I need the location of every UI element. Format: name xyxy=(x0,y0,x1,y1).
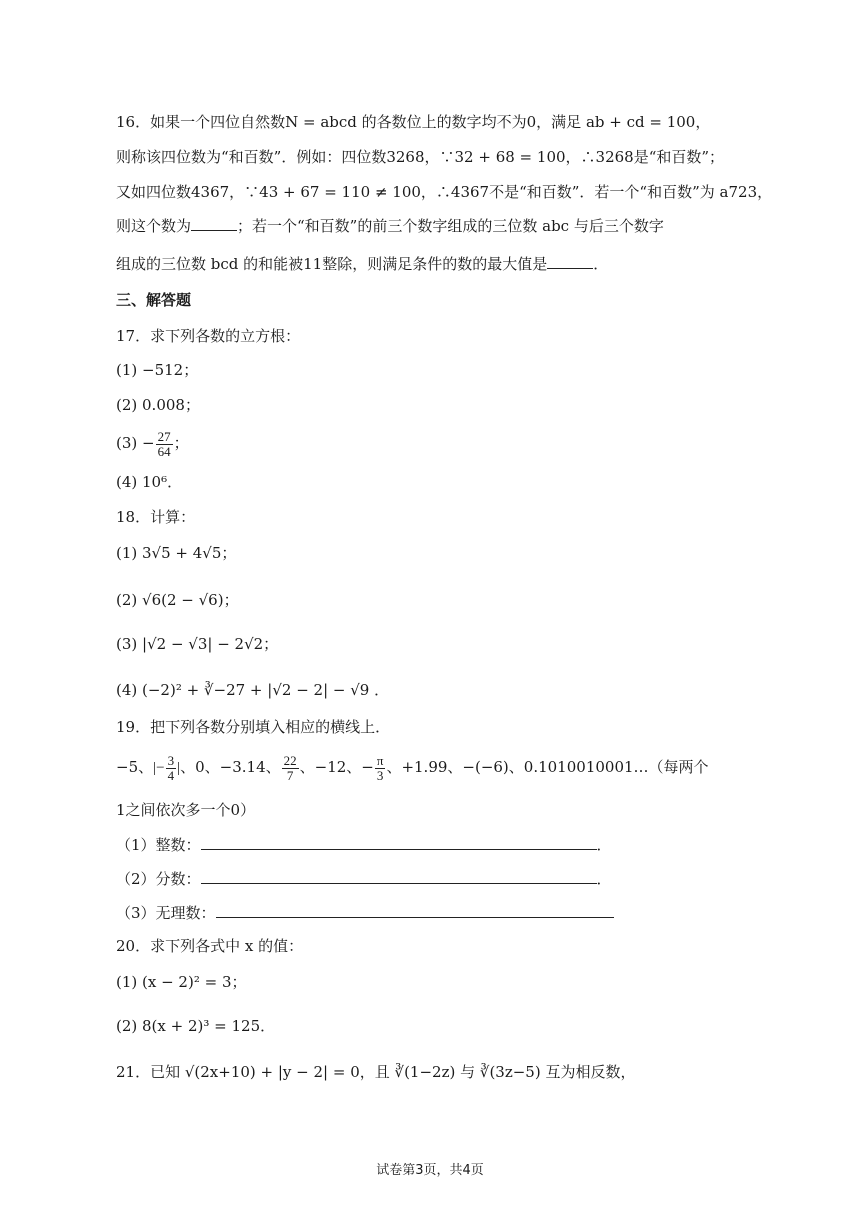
q18-item-3: (3) |√2 − √3| − 2√2； xyxy=(116,635,279,653)
q19-numbers-d: 、+1.99、−(−6)、0.1010010001…（每两个 xyxy=(386,758,709,777)
page-footer: 试卷第3页，共4页 xyxy=(376,1163,484,1178)
q19-title: 19．把下列各数分别填入相应的横线上． xyxy=(116,718,391,736)
q18-item-1: (1) 3√5 + 4√5； xyxy=(116,544,237,562)
q17-item-1: (1) −512； xyxy=(116,361,199,379)
q19-abs-fraction xyxy=(166,754,177,782)
q17-item-3-suffix: ； xyxy=(173,434,189,453)
q19-numbers-a: −5、 xyxy=(116,758,154,777)
q19-fill-2-period: ． xyxy=(596,870,612,888)
q19-fraction-22-7 xyxy=(282,754,299,782)
q20-title: 20．求下列各式中 x 的值： xyxy=(116,937,304,955)
q19-numbers-b: 、0、−3.14、 xyxy=(180,758,281,777)
q17-fraction-den: 64 xyxy=(157,443,171,459)
q16-line4-text-a: 则这个数为 xyxy=(116,217,192,235)
q16-line2: 则称该四位数为“和百数”．例如：四位数3268，∵32 + 68 = 100，∴3268是“和百数”； xyxy=(116,148,725,166)
q19-fraction-blank[interactable] xyxy=(201,870,597,884)
q16-line4 xyxy=(116,218,664,234)
q17-item-4: (4) 10⁶． xyxy=(116,473,183,491)
q20-item-2: (2) 8(x + 2)³ = 125． xyxy=(116,1017,276,1035)
q19-fraction-pi-3-num: π xyxy=(376,753,384,768)
q17-fraction xyxy=(156,430,173,458)
q19-numbers-c: 、−12、− xyxy=(299,758,374,777)
q19-irrational-blank[interactable] xyxy=(216,904,614,918)
q18-item-4: (4) (−2)² + ∛−27 + |√2 − 2| − √9 ． xyxy=(116,681,390,699)
q19-fill-2 xyxy=(116,870,612,887)
q20-item-1: (1) (x − 2)² = 3； xyxy=(116,973,247,991)
q19-integer-blank[interactable] xyxy=(201,836,597,850)
q16-blank-1[interactable] xyxy=(191,218,237,231)
q16-blank-2[interactable] xyxy=(547,256,593,269)
q19-fraction-pi-3-den: 3 xyxy=(376,767,384,783)
q19-abs-fraction-den: 4 xyxy=(167,767,175,783)
q19-fill-3-label: （3）无理数： xyxy=(116,904,216,922)
q16-line4-text-b: ；若一个“和百数”的前三个数字组成的三位数 abc 与后三个数字 xyxy=(237,217,664,235)
q17-item-3-prefix: (3) − xyxy=(116,434,155,453)
q16-line5-text-a: 组成的三位数 bcd 的和能被11整除，则满足条件的数的最大值是 xyxy=(116,255,548,273)
section-title: 三、解答题 xyxy=(116,291,192,309)
q17-item-3 xyxy=(116,430,189,458)
q19-fill-1 xyxy=(116,836,612,853)
q17-fraction-num: 27 xyxy=(157,429,171,444)
q16-line1: 16．如果一个四位自然数N = abcd 的各数位上的数字均不为0，满足 ab + cd = 100， xyxy=(116,113,711,131)
abs-bar-left: |− xyxy=(153,760,165,777)
q19-numbers xyxy=(116,754,709,782)
q21-text: 21．已知 √(2x+10) + |y − 2| = 0，且 ∛(1−2z) 与 ∛(3z−5) 互为相反数， xyxy=(116,1063,636,1081)
q19-fraction-22-7-num: 22 xyxy=(283,753,297,768)
q17-title: 17．求下列各数的立方根： xyxy=(116,327,301,345)
q19-fill-1-period: ． xyxy=(596,836,612,854)
abs-bar-right: | xyxy=(177,760,181,777)
q19-abs-fraction-num: 3 xyxy=(167,753,175,768)
q19-fraction-22-7-den: 7 xyxy=(286,767,294,783)
q16-line3: 又如四位数4367，∵43 + 67 = 110 ≠ 100，∴4367不是“和百数”．若一个“和百数”为 a723， xyxy=(116,183,773,201)
q19-fill-3 xyxy=(116,904,614,921)
q18-item-2: (2) √6(2 − √6)； xyxy=(116,591,239,609)
q18-title: 18．计算： xyxy=(116,508,196,526)
q16-line5 xyxy=(116,256,608,272)
q16-line5-text-b: ． xyxy=(593,255,609,273)
q19-note: 1之间依次多一个0） xyxy=(116,801,256,819)
q19-fill-1-label: （1）整数： xyxy=(116,836,201,854)
q19-fill-2-label: （2）分数： xyxy=(116,870,201,888)
q19-fraction-pi-3 xyxy=(375,754,386,782)
q17-item-2: (2) 0.008； xyxy=(116,396,200,414)
